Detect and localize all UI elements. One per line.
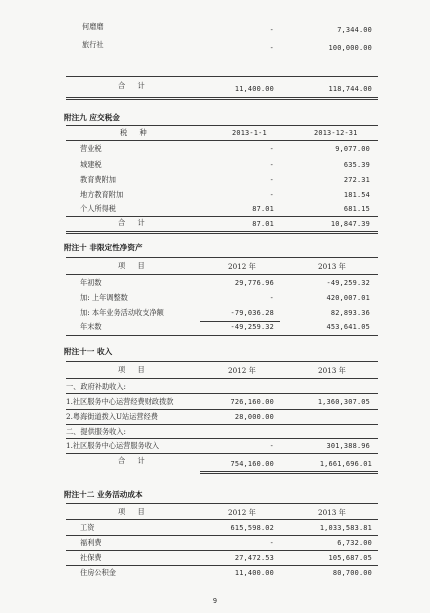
column-header: 税 种 xyxy=(120,128,152,137)
row-label: 1.社区服务中心运营经费财政拨款 xyxy=(66,397,174,406)
row-label: 工资 xyxy=(80,523,95,532)
row-value-b: 1,360,307.05 xyxy=(317,398,370,406)
row-label: 城建税 xyxy=(80,160,102,169)
row-value-a: 28,000.00 xyxy=(234,413,274,421)
total-value-a: 754,160.00 xyxy=(230,460,274,468)
row-label: 1.社区服务中心运营服务收入 xyxy=(66,441,160,450)
row-value-b: 453,641.05 xyxy=(326,323,370,331)
row-value-b: 6,732.00 xyxy=(337,539,372,547)
row-label: 地方教育附加 xyxy=(80,190,124,199)
row-value-a: - xyxy=(269,442,274,450)
rule xyxy=(66,503,378,504)
row-label: 教育费附加 xyxy=(80,175,116,184)
rule xyxy=(66,438,378,439)
column-header: 2013-12-31 xyxy=(314,129,358,137)
rule xyxy=(66,125,378,126)
row-value-b: 105,687.05 xyxy=(328,554,372,562)
row-value-a: 726,160.00 xyxy=(230,398,274,406)
column-header: 项 目 xyxy=(118,507,150,516)
row-label: 加: 上年调整数 xyxy=(80,293,128,302)
row-value-a: - xyxy=(269,294,274,302)
row-label: 一、政府补助收入: xyxy=(66,382,126,391)
column-header: 2012 年 xyxy=(228,366,256,375)
row-label: 社保费 xyxy=(80,553,102,562)
rule xyxy=(66,535,378,536)
total-value-a: 87.01 xyxy=(252,220,274,228)
total-label: 合 计 xyxy=(118,218,150,227)
total-label: 合 计 xyxy=(118,81,150,90)
total-value-b: 1,661,696.01 xyxy=(319,460,372,468)
column-header: 2013-1-1 xyxy=(232,129,267,137)
double-rule xyxy=(66,97,378,100)
row-label: 年初数 xyxy=(80,278,102,287)
double-rule xyxy=(200,471,378,474)
row-value-a: - xyxy=(269,161,274,169)
section-title: 附注十二 业务活动成本 xyxy=(64,490,143,499)
rule xyxy=(66,216,378,217)
row-label: 福利费 xyxy=(80,538,102,547)
row-value-b: 100,000.00 xyxy=(328,44,372,52)
row-value-b: 681.15 xyxy=(343,205,370,213)
column-header: 项 目 xyxy=(118,261,150,270)
row-value-a: 87.01 xyxy=(252,205,274,213)
row-value-a: 27,472.53 xyxy=(234,554,274,562)
row-value-b: -49,259.32 xyxy=(326,279,370,287)
rule xyxy=(66,361,378,362)
rule xyxy=(66,393,378,394)
total-value-b: 10,847.39 xyxy=(330,220,370,228)
double-rule xyxy=(66,231,378,234)
total-label: 合 计 xyxy=(118,456,150,465)
row-label: 何磨磨 xyxy=(82,22,104,31)
rule xyxy=(66,140,378,141)
rule xyxy=(66,257,378,258)
row-value-b: 7,344.00 xyxy=(337,26,372,34)
row-label: 2.粤海街道拨入U站运营经费 xyxy=(66,412,158,421)
rule xyxy=(66,550,378,551)
row-value-a: - xyxy=(269,191,274,199)
rule xyxy=(66,274,378,275)
row-value-a: - xyxy=(269,176,274,184)
page-number: 9 xyxy=(212,597,218,605)
total-value-b: 118,744.00 xyxy=(328,85,372,93)
column-header: 项 目 xyxy=(118,365,150,374)
column-header: 2013 年 xyxy=(318,262,346,271)
row-value-a: -49,259.32 xyxy=(230,323,274,331)
row-label: 旅行社 xyxy=(82,40,104,49)
row-value-a: 29,776.96 xyxy=(234,279,274,287)
column-header: 2013 年 xyxy=(318,366,346,375)
row-value-a: -79,036.28 xyxy=(230,309,274,317)
rule xyxy=(66,519,378,520)
row-value-a: - xyxy=(269,145,274,153)
row-value-b: 9,077.00 xyxy=(335,145,370,153)
row-value-b: 82,893.36 xyxy=(330,309,370,317)
total-value-a: 11,400.00 xyxy=(234,85,274,93)
row-value-b: 80,700.00 xyxy=(332,569,372,577)
row-value-b: 272.31 xyxy=(343,176,370,184)
column-header: 2013 年 xyxy=(318,508,346,517)
row-value-a: 615,598.02 xyxy=(230,524,274,532)
row-value-a: - xyxy=(269,44,274,52)
row-value-b: 301,388.96 xyxy=(326,442,370,450)
section-title: 附注十 非限定性净资产 xyxy=(64,243,143,252)
row-value-b: 635.39 xyxy=(343,161,370,169)
rule xyxy=(66,565,378,566)
row-value-b: 181.54 xyxy=(343,191,370,199)
row-label: 营业税 xyxy=(80,144,102,153)
row-value-a: - xyxy=(269,539,274,547)
section-title: 附注九 应交税金 xyxy=(64,113,120,122)
row-label: 个人所得税 xyxy=(80,204,116,213)
rule xyxy=(66,76,378,77)
rule xyxy=(66,409,378,410)
row-label: 二、提供服务收入: xyxy=(66,427,126,436)
rule xyxy=(66,453,378,454)
rule xyxy=(66,335,378,336)
row-label: 年末数 xyxy=(80,322,102,331)
row-label: 住房公积金 xyxy=(80,568,116,577)
column-header: 2012 年 xyxy=(228,508,256,517)
column-header: 2012 年 xyxy=(228,262,256,271)
row-value-a: 11,400.00 xyxy=(234,569,274,577)
section-title: 附注十一 收入 xyxy=(64,347,113,356)
rule xyxy=(200,321,280,322)
row-value-a: - xyxy=(269,26,274,34)
row-value-b: 420,007.01 xyxy=(326,294,370,302)
rule xyxy=(66,424,378,425)
row-label: 加: 本年业务活动收支净额 xyxy=(80,308,164,317)
row-value-b: 1,033,583.81 xyxy=(319,524,372,532)
rule xyxy=(66,378,378,379)
